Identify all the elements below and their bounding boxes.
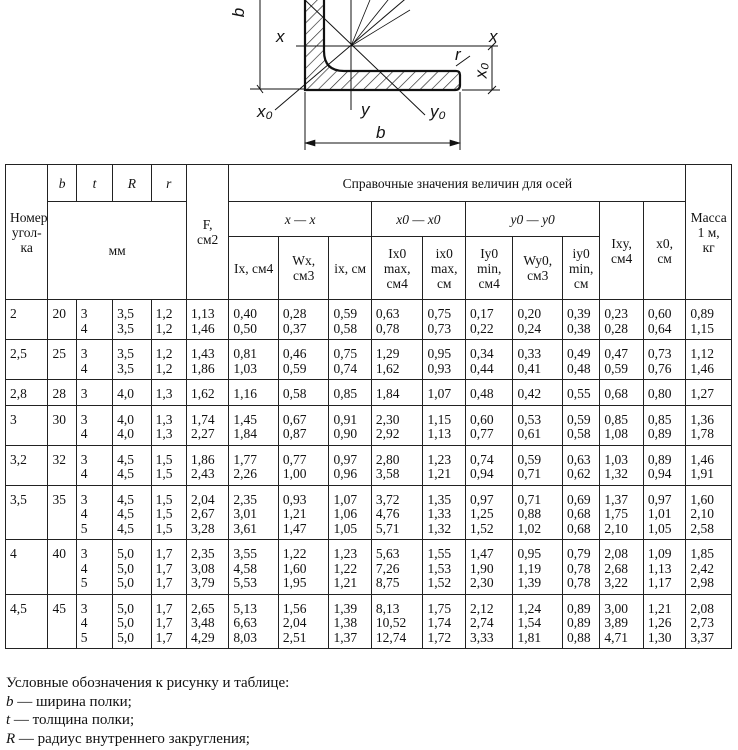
header-ix <box>329 237 371 300</box>
header-axis-xx-text: x — x <box>284 211 316 227</box>
cell-iy0: 0,79 0,78 0,78 <box>562 540 599 595</box>
header-Ixy <box>600 202 643 300</box>
cell-mass: 1,46 1,91 <box>686 445 732 485</box>
legend-text-b: — ширина полки; <box>13 693 132 710</box>
cell-F: 1,13 1,46 <box>186 300 228 340</box>
label-x-left: x <box>276 27 285 46</box>
cell-mass: 0,89 1,15 <box>686 300 732 340</box>
legend-text-t: — толщина полки; <box>10 712 135 728</box>
cell-mass: 1,27 <box>686 380 732 406</box>
cell-Iy0: 0,97 1,25 1,52 <box>465 485 513 540</box>
cell-r: 1,7 1,7 1,7 <box>151 540 186 595</box>
header-Ix-text: Ix, см4 <box>234 260 274 276</box>
angle-section-svg <box>0 0 738 160</box>
cell-Ixy: 1,37 1,75 2,10 <box>600 485 643 540</box>
cell-F: 1,62 <box>186 380 228 406</box>
legend-symbol-R: R <box>6 730 16 747</box>
header-axis-x0x0-text: x0 — x0 <box>396 211 441 227</box>
cell-t: 3 4 5 <box>76 594 112 649</box>
cell-F: 2,04 2,67 3,28 <box>186 485 228 540</box>
label-r: r <box>455 45 461 64</box>
cell-ix: 1,23 1,22 1,21 <box>329 540 371 595</box>
cell-mass: 1,12 1,46 <box>686 340 732 380</box>
cell-iy0: 0,39 0,38 <box>562 300 599 340</box>
cell-F: 1,86 2,43 <box>186 445 228 485</box>
header-mm <box>48 202 186 300</box>
cell-Wx: 0,93 1,21 1,47 <box>278 485 329 540</box>
cell-Wx: 1,22 1,60 1,95 <box>278 540 329 595</box>
cell-Wx: 0,67 0,87 <box>278 405 329 445</box>
cell-Ix: 0,40 0,50 <box>229 300 279 340</box>
cell-b: 32 <box>48 445 76 485</box>
label-b-vertical: b <box>229 7 249 18</box>
cell-ix0: 1,23 1,21 <box>423 445 465 485</box>
cell-num: 3,5 <box>6 485 48 540</box>
cell-Ixy: 1,03 1,32 <box>600 445 643 485</box>
cell-x0: 0,89 0,94 <box>643 445 685 485</box>
cell-num: 4,5 <box>6 594 48 649</box>
header-t <box>76 165 112 202</box>
label-x0-left: x₀ <box>257 102 273 121</box>
header-Wy0 <box>513 237 563 300</box>
header-iy0 <box>562 237 599 300</box>
header-Ix <box>229 237 279 300</box>
cell-Iy0: 0,74 0,94 <box>465 445 513 485</box>
cell-t: 3 4 5 <box>76 540 112 595</box>
cell-Wy0: 0,59 0,71 <box>513 445 563 485</box>
cell-Ixy: 2,08 2,68 3,22 <box>600 540 643 595</box>
cell-Ix0: 2,30 2,92 <box>371 405 423 445</box>
header-mass <box>686 165 732 300</box>
header-Ix0 <box>371 237 423 300</box>
cell-R: 5,0 5,0 5,0 <box>113 594 151 649</box>
cell-iy0: 0,89 0,89 0,88 <box>562 594 599 649</box>
header-axis-x0x0 <box>371 202 465 237</box>
cell-iy0: 0,63 0,62 <box>562 445 599 485</box>
header-b <box>48 165 76 202</box>
cell-ix: 1,39 1,38 1,37 <box>329 594 371 649</box>
cell-Wx: 0,58 <box>278 380 329 406</box>
table-row <box>6 540 732 595</box>
legend-text-R: — радиус внутреннего закругления; <box>15 730 250 747</box>
cell-Iy0: 1,47 1,90 2,30 <box>465 540 513 595</box>
cell-x0: 1,09 1,13 1,17 <box>643 540 685 595</box>
label-b-bottom: b <box>376 123 386 142</box>
cell-b: 20 <box>48 300 76 340</box>
header-ix-text: ix, см <box>334 260 367 276</box>
cell-Wx: 0,77 1,00 <box>278 445 329 485</box>
cell-r: 1,5 1,5 <box>151 445 186 485</box>
label-x0-right: x₀ <box>471 62 491 79</box>
cell-Iy0: 0,48 <box>465 380 513 406</box>
cell-iy0: 0,55 <box>562 380 599 406</box>
table-row <box>6 405 732 445</box>
cell-iy0: 0,59 0,58 <box>562 405 599 445</box>
table-row <box>6 445 732 485</box>
cell-R: 4,0 4,0 <box>113 405 151 445</box>
header-Wy0-text: Wy0, см3 <box>523 253 553 283</box>
cell-ix: 0,85 <box>329 380 371 406</box>
cell-x0: 0,85 0,89 <box>643 405 685 445</box>
cell-t: 3 4 <box>76 405 112 445</box>
header-r <box>151 165 186 202</box>
legend-symbol-b: b <box>6 693 14 710</box>
cell-x0: 0,80 <box>643 380 685 406</box>
cell-Wx: 0,46 0,59 <box>278 340 329 380</box>
table-row <box>6 340 732 380</box>
cell-ix: 0,75 0,74 <box>329 340 371 380</box>
legend-item-R <box>6 730 726 749</box>
header-ix0 <box>423 237 465 300</box>
cell-Wy0: 0,33 0,41 <box>513 340 563 380</box>
cell-b: 40 <box>48 540 76 595</box>
table-row <box>6 300 732 340</box>
cell-b: 28 <box>48 380 76 406</box>
cell-r: 1,3 <box>151 380 186 406</box>
cell-R: 3,5 3,5 <box>113 300 151 340</box>
cell-Ix0: 1,84 <box>371 380 423 406</box>
cell-t: 3 4 5 <box>76 485 112 540</box>
cell-Ix0: 5,63 7,26 8,75 <box>371 540 423 595</box>
cell-R: 4,5 4,5 <box>113 445 151 485</box>
cell-x0: 0,60 0,64 <box>643 300 685 340</box>
cell-ix0: 0,95 0,93 <box>423 340 465 380</box>
label-x-right: x <box>489 27 498 46</box>
header-x0 <box>643 202 685 300</box>
cell-ix: 0,91 0,90 <box>329 405 371 445</box>
cell-r: 1,2 1,2 <box>151 300 186 340</box>
cell-mass: 2,08 2,73 3,37 <box>686 594 732 649</box>
header-number-text: Номер угол- ка <box>10 209 48 255</box>
cell-Wy0: 0,42 <box>513 380 563 406</box>
cell-Wx: 0,28 0,37 <box>278 300 329 340</box>
cell-r: 1,7 1,7 1,7 <box>151 594 186 649</box>
table-row <box>6 485 732 540</box>
cell-Ixy: 0,23 0,28 <box>600 300 643 340</box>
header-mass-text: Масса 1 м, кг <box>690 209 727 255</box>
header-F-text: F, см2 <box>197 217 219 247</box>
cell-t: 3 4 <box>76 340 112 380</box>
cell-Ixy: 0,85 1,08 <box>600 405 643 445</box>
cell-Ix0: 8,13 10,52 12,74 <box>371 594 423 649</box>
cell-F: 1,43 1,86 <box>186 340 228 380</box>
header-R-text: R <box>127 175 136 191</box>
cell-R: 5,0 5,0 5,0 <box>113 540 151 595</box>
cell-Ix: 0,81 1,03 <box>229 340 279 380</box>
cell-Ix: 3,55 4,58 5,53 <box>229 540 279 595</box>
cell-ix0: 1,55 1,53 1,52 <box>423 540 465 595</box>
table-row <box>6 594 732 649</box>
cell-mass: 1,60 2,10 2,58 <box>686 485 732 540</box>
cell-Iy0: 2,12 2,74 3,33 <box>465 594 513 649</box>
cell-Ixy: 0,68 <box>600 380 643 406</box>
cell-F: 2,35 3,08 3,79 <box>186 540 228 595</box>
cell-num: 3 <box>6 405 48 445</box>
cell-Ixy: 0,47 0,59 <box>600 340 643 380</box>
cell-t: 3 <box>76 380 112 406</box>
cell-r: 1,3 1,3 <box>151 405 186 445</box>
cell-num: 4 <box>6 540 48 595</box>
cell-ix: 1,07 1,06 1,05 <box>329 485 371 540</box>
cell-iy0: 0,49 0,48 <box>562 340 599 380</box>
cell-b: 25 <box>48 340 76 380</box>
header-reference <box>229 165 686 202</box>
cell-num: 2,8 <box>6 380 48 406</box>
cell-t: 3 4 <box>76 445 112 485</box>
header-Ixy-text: Ixy, см4 <box>610 235 633 266</box>
cell-Ix0: 0,63 0,78 <box>371 300 423 340</box>
cell-ix0: 0,75 0,73 <box>423 300 465 340</box>
header-t-text: t <box>92 175 97 191</box>
header-reference-text: Справочные значения величин для осей <box>342 175 573 191</box>
cell-R: 4,0 <box>113 380 151 406</box>
header-r-text: r <box>166 175 172 191</box>
header-ix0-text: ix0 max, см <box>430 245 458 291</box>
header-iy0-text: iy0 min, см <box>568 245 594 291</box>
cell-b: 45 <box>48 594 76 649</box>
header-mm-text: мм <box>108 243 126 258</box>
cell-Ix0: 1,29 1,62 <box>371 340 423 380</box>
cell-R: 4,5 4,5 4,5 <box>113 485 151 540</box>
cell-num: 2,5 <box>6 340 48 380</box>
label-y0: y₀ <box>430 102 446 121</box>
cell-b: 35 <box>48 485 76 540</box>
cell-t: 3 4 <box>76 300 112 340</box>
header-Wx <box>278 237 329 300</box>
legend-item-t <box>6 711 726 730</box>
cell-Wy0: 0,53 0,61 <box>513 405 563 445</box>
cell-Iy0: 0,60 0,77 <box>465 405 513 445</box>
cell-b: 30 <box>48 405 76 445</box>
table-row <box>6 380 732 406</box>
legend <box>6 674 726 748</box>
cell-Ixy: 3,00 3,89 4,71 <box>600 594 643 649</box>
angle-spec-table <box>5 164 732 649</box>
cell-ix0: 1,75 1,74 1,72 <box>423 594 465 649</box>
cell-ix: 0,59 0,58 <box>329 300 371 340</box>
header-b-text: b <box>58 175 66 191</box>
cell-ix0: 1,15 1,13 <box>423 405 465 445</box>
cell-Ix: 5,13 6,63 8,03 <box>229 594 279 649</box>
header-axis-xx <box>229 202 372 237</box>
cell-ix: 0,97 0,96 <box>329 445 371 485</box>
legend-item-b <box>6 693 726 712</box>
cell-r: 1,5 1,5 1,5 <box>151 485 186 540</box>
cell-Ix0: 3,72 4,76 5,71 <box>371 485 423 540</box>
cell-Iy0: 0,34 0,44 <box>465 340 513 380</box>
angle-profile-outline <box>305 0 460 90</box>
cell-F: 1,74 2,27 <box>186 405 228 445</box>
legend-symbol-t: t <box>6 712 11 728</box>
cell-Ix: 1,45 1,84 <box>229 405 279 445</box>
cell-ix0: 1,07 <box>423 380 465 406</box>
header-R <box>113 165 151 202</box>
cell-Wy0: 0,71 0,88 1,02 <box>513 485 563 540</box>
cell-R: 3,5 3,5 <box>113 340 151 380</box>
angle-profile-drawing <box>0 0 738 160</box>
cell-num: 3,2 <box>6 445 48 485</box>
header-axis-y0y0-text: y0 — y0 <box>510 211 555 227</box>
cell-Iy0: 0,17 0,22 <box>465 300 513 340</box>
cell-Ix: 1,77 2,26 <box>229 445 279 485</box>
cell-Wy0: 1,24 1,54 1,81 <box>513 594 563 649</box>
header-Iy0 <box>465 237 513 300</box>
cell-Wy0: 0,95 1,19 1,39 <box>513 540 563 595</box>
cell-x0: 1,21 1,26 1,30 <box>643 594 685 649</box>
cell-mass: 1,85 2,42 2,98 <box>686 540 732 595</box>
cell-Ix: 1,16 <box>229 380 279 406</box>
header-x0-text: x0, см <box>656 235 674 266</box>
cell-Ix: 2,35 3,01 3,61 <box>229 485 279 540</box>
cell-F: 2,65 3,48 4,29 <box>186 594 228 649</box>
header-Ix0-text: Ix0 max, см4 <box>383 245 411 291</box>
table-body <box>6 300 732 649</box>
cell-iy0: 0,69 0,68 0,68 <box>562 485 599 540</box>
cell-Ix0: 2,80 3,58 <box>371 445 423 485</box>
header-axis-y0y0 <box>465 202 599 237</box>
cell-r: 1,2 1,2 <box>151 340 186 380</box>
header-F <box>186 165 228 300</box>
cell-x0: 0,97 1,01 1,05 <box>643 485 685 540</box>
legend-title: Условные обозначения к рисунку и таблице: <box>6 675 290 691</box>
header-Wx-text: Wx, см3 <box>292 253 316 283</box>
label-y: y <box>361 100 370 119</box>
cell-num: 2 <box>6 300 48 340</box>
cell-Wy0: 0,20 0,24 <box>513 300 563 340</box>
header-number <box>6 165 48 300</box>
cell-Wx: 1,56 2,04 2,51 <box>278 594 329 649</box>
header-Iy0-text: Iy0 min, см4 <box>477 245 502 291</box>
cell-ix0: 1,35 1,33 1,32 <box>423 485 465 540</box>
cell-mass: 1,36 1,78 <box>686 405 732 445</box>
cell-x0: 0,73 0,76 <box>643 340 685 380</box>
